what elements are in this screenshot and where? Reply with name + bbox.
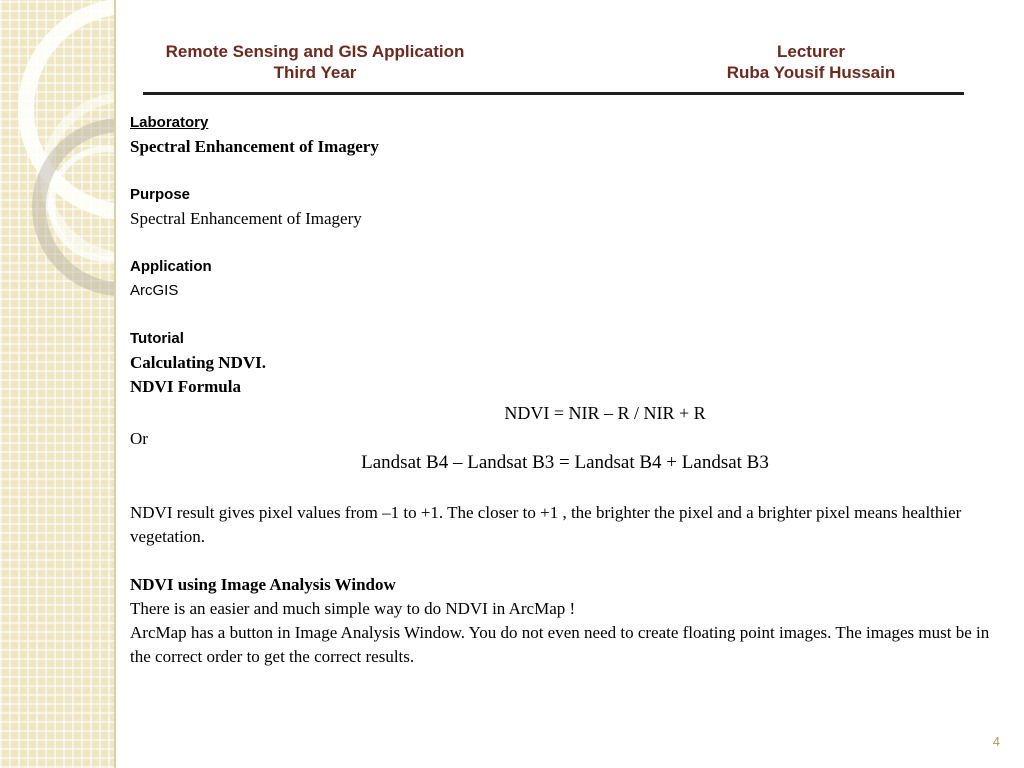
application-text: ArcGIS — [130, 282, 179, 299]
ndvi-formula: NDVI = NIR – R / NIR + R — [504, 403, 706, 423]
purpose-text: Spectral Enhancement of Imagery — [130, 209, 362, 228]
laboratory-heading: Laboratory — [130, 114, 209, 131]
or-text: Or — [130, 429, 148, 448]
slide-content — [130, 111, 1000, 669]
application-heading: Application — [130, 258, 212, 275]
purpose-heading: Purpose — [130, 186, 191, 203]
image-analysis-line2: ArcMap has a button in Image Analysis Window. You do not even need to create floating point images. The images must be in the correct order to get the correct results. — [130, 623, 990, 666]
tutorial-line1: Calculating NDVI. — [130, 353, 267, 372]
lecturer-label: Lecturer — [776, 42, 846, 61]
ndvi-result-text: NDVI result gives pixel values from –1 to +1. The closer to +1 , the brighter the pixel and a brighter pixel means healthier vegetation. — [130, 503, 962, 546]
lecturer-header — [700, 41, 922, 83]
image-analysis-line1: There is an easier and much simple way to do NDVI in ArcMap ! — [130, 599, 576, 618]
laboratory-text: Spectral Enhancement of Imagery — [130, 137, 379, 156]
course-year: Third Year — [273, 63, 357, 82]
decorative-side-band — [0, 0, 114, 768]
course-title: Remote Sensing and GIS Application — [165, 42, 465, 61]
page-number: 4 — [992, 734, 1000, 749]
course-header — [130, 41, 500, 83]
lecturer-name: Ruba Yousif Hussain — [726, 63, 896, 82]
header-divider — [143, 92, 964, 95]
tutorial-line2: NDVI Formula — [130, 377, 241, 396]
landsat-formula: Landsat B4 – Landsat B3 = Landsat B4 + Landsat B3 — [361, 452, 769, 473]
image-analysis-heading: NDVI using Image Analysis Window — [130, 575, 396, 594]
tutorial-heading: Tutorial — [130, 330, 184, 347]
band-edge-divider — [114, 0, 116, 768]
